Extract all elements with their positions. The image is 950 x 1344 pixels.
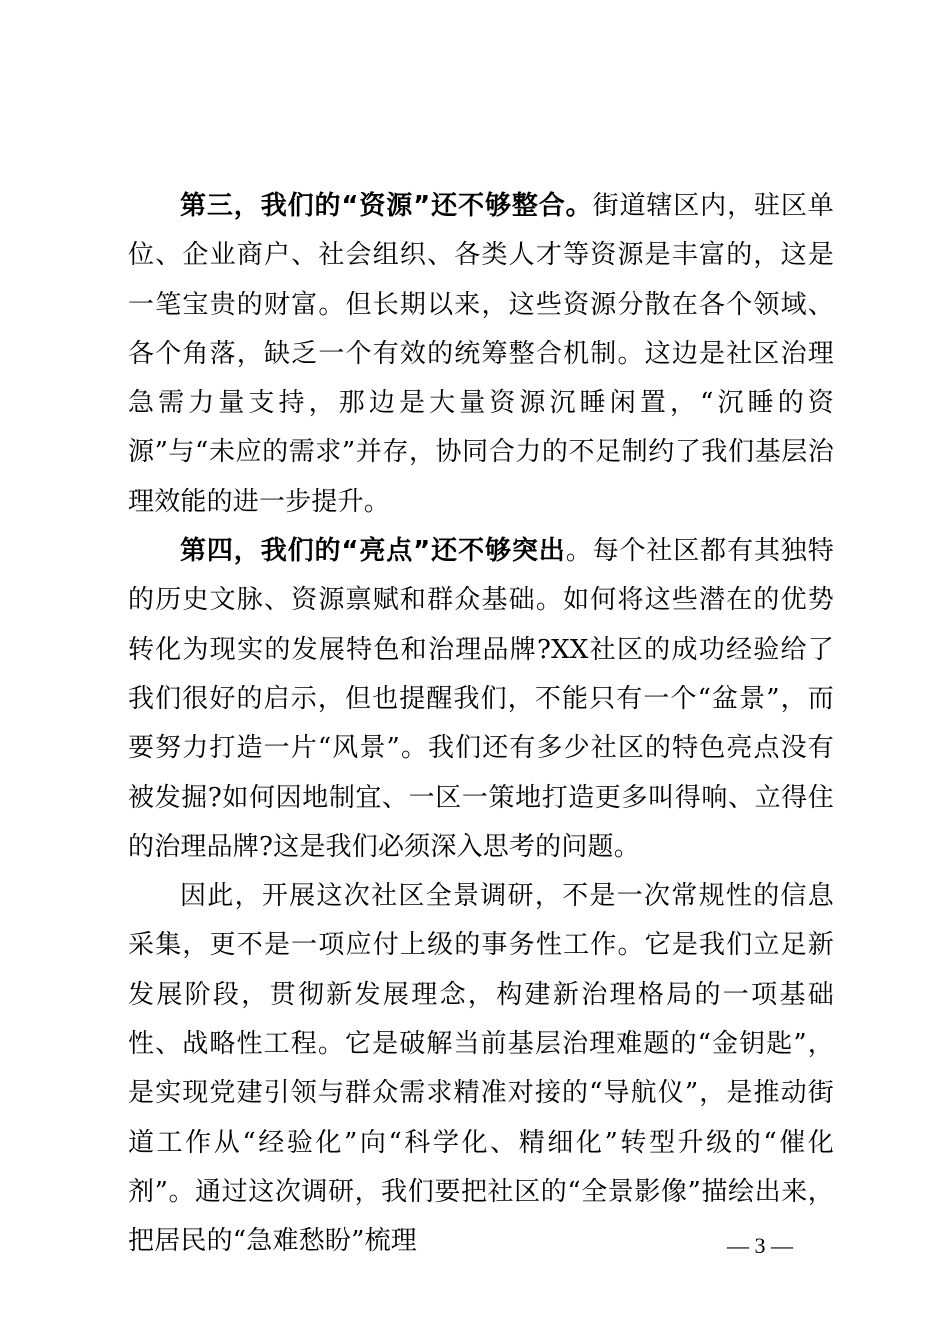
paragraph-body: 因此，开展这次社区全景调研，不是一次常规性的信息采集，更不是一项应付上级的事务性工作。它是我们立足新发展阶段，贯彻新发展理念，构建新治理格局的一项基础性、战略性工程。它是破解当前基层治理难题的“金钥匙”，是实现党建引领与群众需求精准对接的“导航仪”，是推动街道工作从“经验化”向“科学化、精细化”转型升级的“催化剂”。通过这次调研，我们要把社区的“全景影像”描绘出来，把居民的“急难愁盼”梳理 — [128, 881, 834, 1257]
body-text — [128, 182, 834, 1267]
page-number: — 3 — — [727, 1233, 793, 1258]
paragraph-survey-purpose — [128, 872, 834, 1266]
paragraph-highlights — [128, 527, 834, 872]
paragraph-lead-heading: 第四，我们的“亮点”还不够突出 — [180, 536, 566, 567]
paragraph-body: 街道辖区内，驻区单位、企业商户、社会组织、各类人才等资源是丰富的，这是一笔宝贵的财富。但长期以来，这些资源分散在各个领域、各个角落，缺乏一个有效的统筹整合机制。这边是社区治理急需力量支持，那边是大量资源沉睡闲置，“沉睡的资源”与“未应的需求”并存，协同合力的不足制约了我们基层治理效能的进一步提升。 — [128, 191, 834, 517]
paragraph-lead-heading: 第三，我们的“资源”还不够整合。 — [180, 191, 593, 221]
paragraph-body: 。每个社区都有其独特的历史文脉、资源禀赋和群众基础。如何将这些潜在的优势转化为现实的发展特色和治理品牌?XX社区的成功经验给了我们很好的启示，但也提醒我们，不能只有一个“盆景”，而要努力打造一片“风景”。我们还有多少社区的特色亮点没有被发掘?如何因地制宜、一区一策地打造更多叫得响、立得住的治理品牌?这是我们必须深入思考的问题。 — [128, 536, 834, 862]
paragraph-resources — [128, 182, 834, 527]
